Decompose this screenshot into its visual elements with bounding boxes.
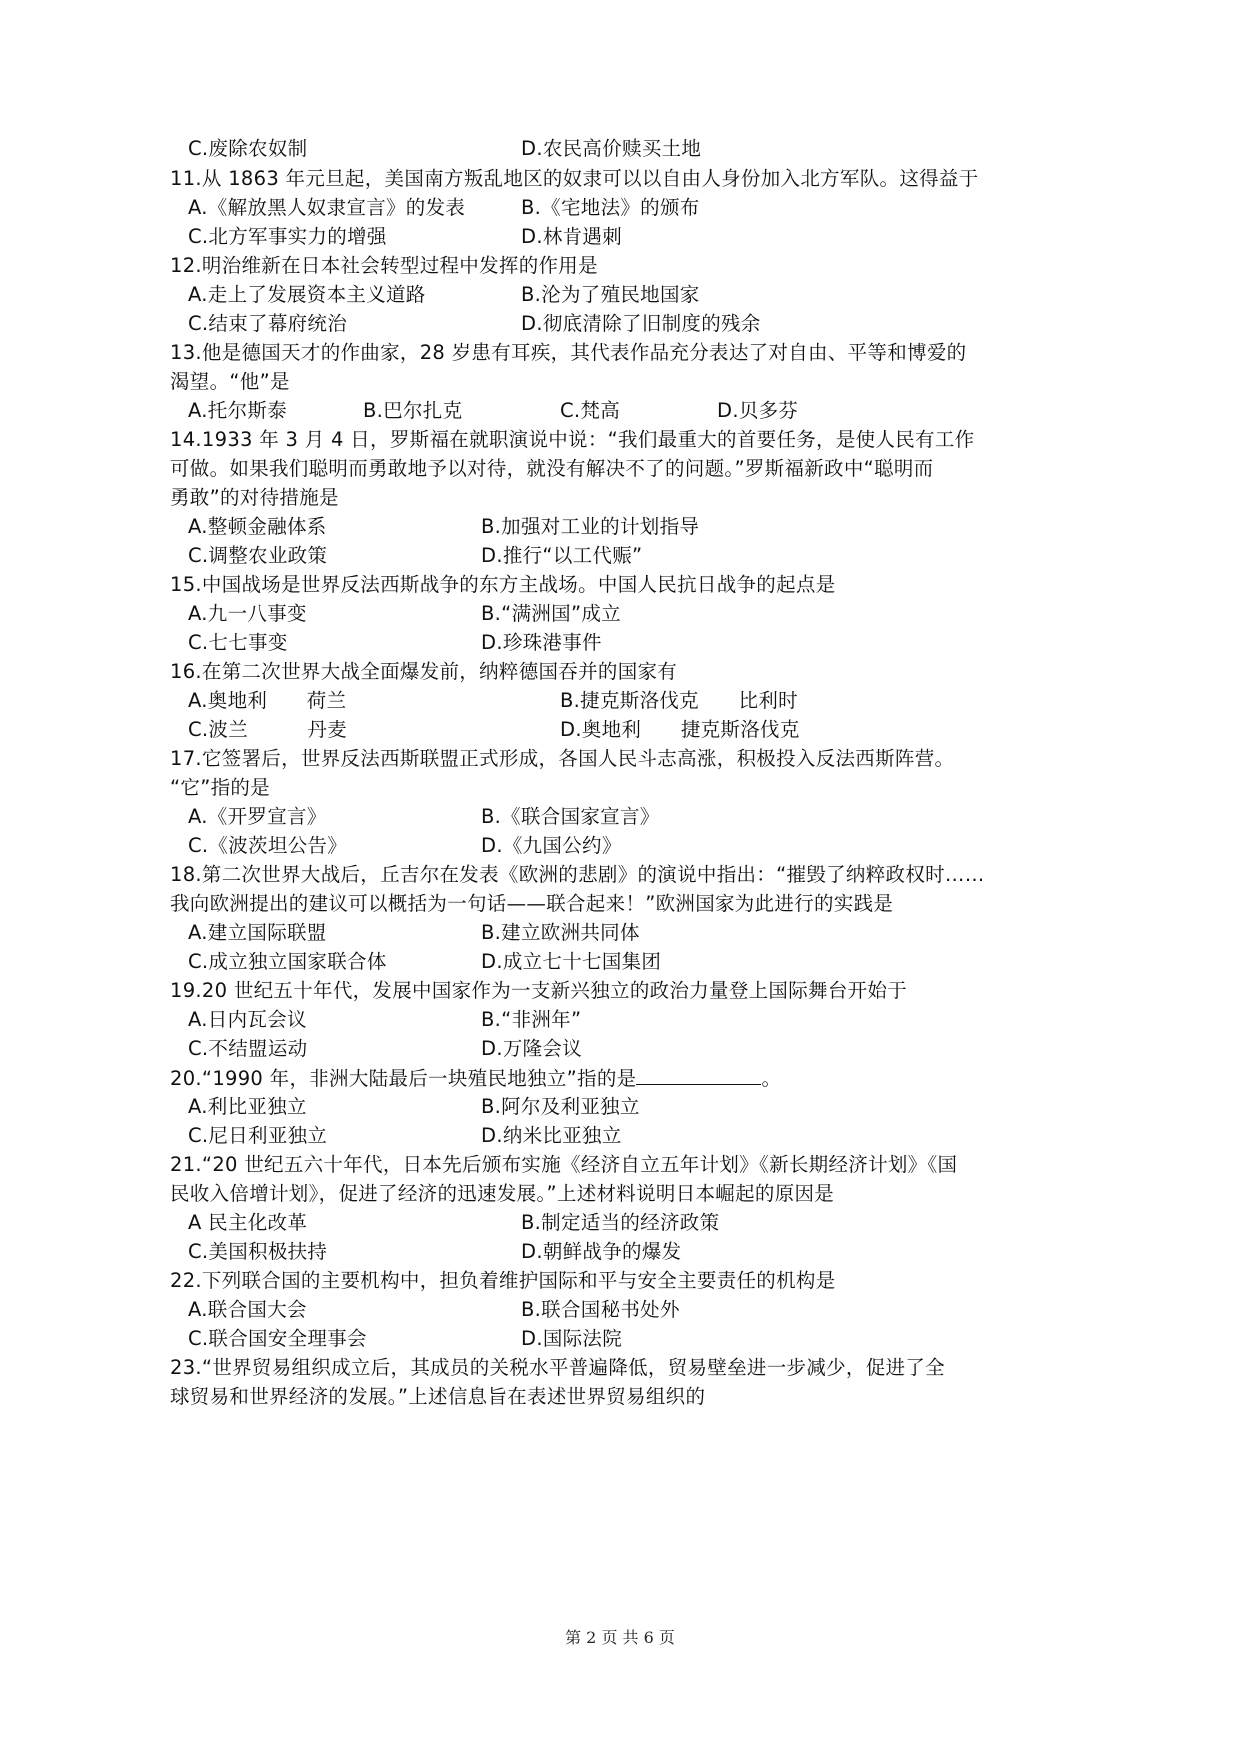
q16-option-b: B.捷克斯洛伐克 比利时 [560, 689, 798, 712]
q20-stem-text: 20.“1990 年，非洲大陆最后一块殖民地独立”指的是 [170, 1067, 637, 1090]
q18-stem-line1: 18.第二次世界大战后，丘吉尔在发表《欧洲的悲剧》的演说中指出：“摧毁了纳粹政权时…… [170, 863, 985, 886]
q22-option-b: B.联合国秘书处外 [521, 1298, 680, 1321]
q18-stem-line2: 我向欧洲提出的建议可以概括为一句话——联合起来！”欧洲国家为此进行的实践是 [170, 892, 894, 915]
q15-stem: 15.中国战场是世界反法西斯战争的东方主战场。中国人民抗日战争的起点是 [170, 573, 836, 596]
q13-option-d: D.贝多芬 [717, 399, 799, 422]
q20-option-c: C.尼日利亚独立 [188, 1124, 328, 1147]
q15-option-a: A.九一八事变 [188, 602, 307, 625]
q17-stem-line2: “它”指的是 [170, 776, 271, 799]
q15-option-d: D.珍珠港事件 [481, 631, 602, 654]
q20-option-a: A.利比亚独立 [188, 1095, 307, 1118]
q19-option-a: A.日内瓦会议 [188, 1008, 307, 1031]
q21-option-c: C.美国积极扶持 [188, 1240, 328, 1263]
q14-option-c: C.调整农业政策 [188, 544, 328, 567]
q17-stem-line1: 17.它签署后，世界反法西斯联盟正式形成，各国人民斗志高涨，积极投入反法西斯阵营。 [170, 747, 955, 770]
q11-option-c: C.北方军事实力的增强 [188, 225, 387, 248]
q12-option-a: A.走上了发展资本主义道路 [188, 283, 426, 306]
q14-option-d: D.推行“以工代赈” [481, 544, 643, 567]
q15-option-c: C.七七事变 [188, 631, 288, 654]
q19-option-c: C.不结盟运动 [188, 1037, 308, 1060]
q21-stem-line1: 21.“20 世纪五六十年代，日本先后颁布实施《经济自立五年计划》《新长期经济计划》《国 [170, 1153, 958, 1176]
q17-option-d: D.《九国公约》 [481, 834, 622, 857]
q21-option-d: D.朝鲜战争的爆发 [521, 1240, 682, 1263]
q14-option-b: B.加强对工业的计划指导 [481, 515, 700, 538]
q19-stem: 19.20 世纪五十年代，发展中国家作为一支新兴独立的政治力量登上国际舞台开始于 [170, 979, 908, 1002]
q11-option-d: D.林肯遇刺 [521, 225, 623, 248]
q14-stem-line2: 可做。如果我们聪明而勇敢地予以对待，就没有解决不了的问题。”罗斯福新政中“聪明而 [170, 457, 934, 480]
q13-option-a: A.托尔斯泰 [188, 399, 287, 422]
q16-option-a: A.奥地利 荷兰 [188, 689, 347, 712]
q18-option-b: B.建立欧洲共同体 [481, 921, 640, 944]
q17-option-b: B.《联合国家宣言》 [481, 805, 660, 828]
q12-option-c: C.结束了幕府统治 [188, 312, 348, 335]
q21-stem-line2: 民收入倍增计划》，促进了经济的迅速发展。”上述材料说明日本崛起的原因是 [170, 1182, 835, 1205]
q20-option-d: D.纳米比亚独立 [481, 1124, 622, 1147]
q12-stem: 12.明治维新在日本社会转型过程中发挥的作用是 [170, 254, 598, 277]
q21-option-a: A 民主化改革 [188, 1211, 308, 1234]
answer-blank [636, 1065, 761, 1085]
q20-stem-end: 。 [761, 1067, 782, 1090]
q20-stem [170, 1065, 781, 1092]
q15-option-b: B.“满洲国”成立 [481, 602, 621, 625]
q18-option-c: C.成立独立国家联合体 [188, 950, 387, 973]
q13-stem-line1: 13.他是德国天才的作曲家，28 岁患有耳疾，其代表作品充分表达了对自由、平等和博爱的 [170, 341, 967, 364]
q19-option-d: D.万隆会议 [481, 1037, 583, 1060]
q17-option-c: C.《波茨坦公告》 [188, 834, 348, 857]
q10-option-d: D.农民高价赎买土地 [521, 137, 702, 160]
q13-option-b: B.巴尔扎克 [363, 399, 463, 422]
q11-stem: 11.从 1863 年元旦起，美国南方叛乱地区的奴隶可以以自由人身份加入北方军队。这得益于 [170, 167, 979, 190]
q22-stem: 22.下列联合国的主要机构中，担负着维护国际和平与安全主要责任的机构是 [170, 1269, 836, 1292]
q10-option-c: C.废除农奴制 [188, 137, 308, 160]
q12-option-d: D.彻底清除了旧制度的残余 [521, 312, 761, 335]
q13-stem-line2: 渴望。“他”是 [170, 370, 290, 393]
q23-stem-line2: 球贸易和世界经济的发展。”上述信息旨在表述世界贸易组织的 [170, 1385, 706, 1408]
q14-option-a: A.整顿金融体系 [188, 515, 327, 538]
q16-option-c: C.波兰 丹麦 [188, 718, 348, 741]
q19-option-b: B.“非洲年” [481, 1008, 582, 1031]
q22-option-c: C.联合国安全理事会 [188, 1327, 367, 1350]
q16-stem: 16.在第二次世界大战全面爆发前，纳粹德国吞并的国家有 [170, 660, 678, 683]
q18-option-a: A.建立国际联盟 [188, 921, 327, 944]
q23-stem-line1: 23.“世界贸易组织成立后，其成员的关税水平普遍降低，贸易壁垒进一步减少，促进了全 [170, 1356, 945, 1379]
page-number-footer: 第 2 页 共 6 页 [565, 1628, 675, 1647]
q11-option-b: B.《宅地法》的颁布 [521, 196, 700, 219]
q17-option-a: A.《开罗宣言》 [188, 805, 327, 828]
q11-option-a: A.《解放黑人奴隶宣言》的发表 [188, 196, 466, 219]
q12-option-b: B.沦为了殖民地国家 [521, 283, 700, 306]
q21-option-b: B.制定适当的经济政策 [521, 1211, 720, 1234]
q14-stem-line1: 14.1933 年 3 月 4 日，罗斯福在就职演说中说：“我们最重大的首要任务，是使人民有工作 [170, 428, 975, 451]
q20-option-b: B.阿尔及利亚独立 [481, 1095, 640, 1118]
q18-option-d: D.成立七十七国集团 [481, 950, 662, 973]
q13-option-c: C.梵高 [560, 399, 621, 422]
q14-stem-line3: 勇敢”的对待措施是 [170, 486, 339, 509]
q16-option-d: D.奥地利 捷克斯洛伐克 [560, 718, 800, 741]
q22-option-d: D.国际法院 [521, 1327, 623, 1350]
q22-option-a: A.联合国大会 [188, 1298, 307, 1321]
